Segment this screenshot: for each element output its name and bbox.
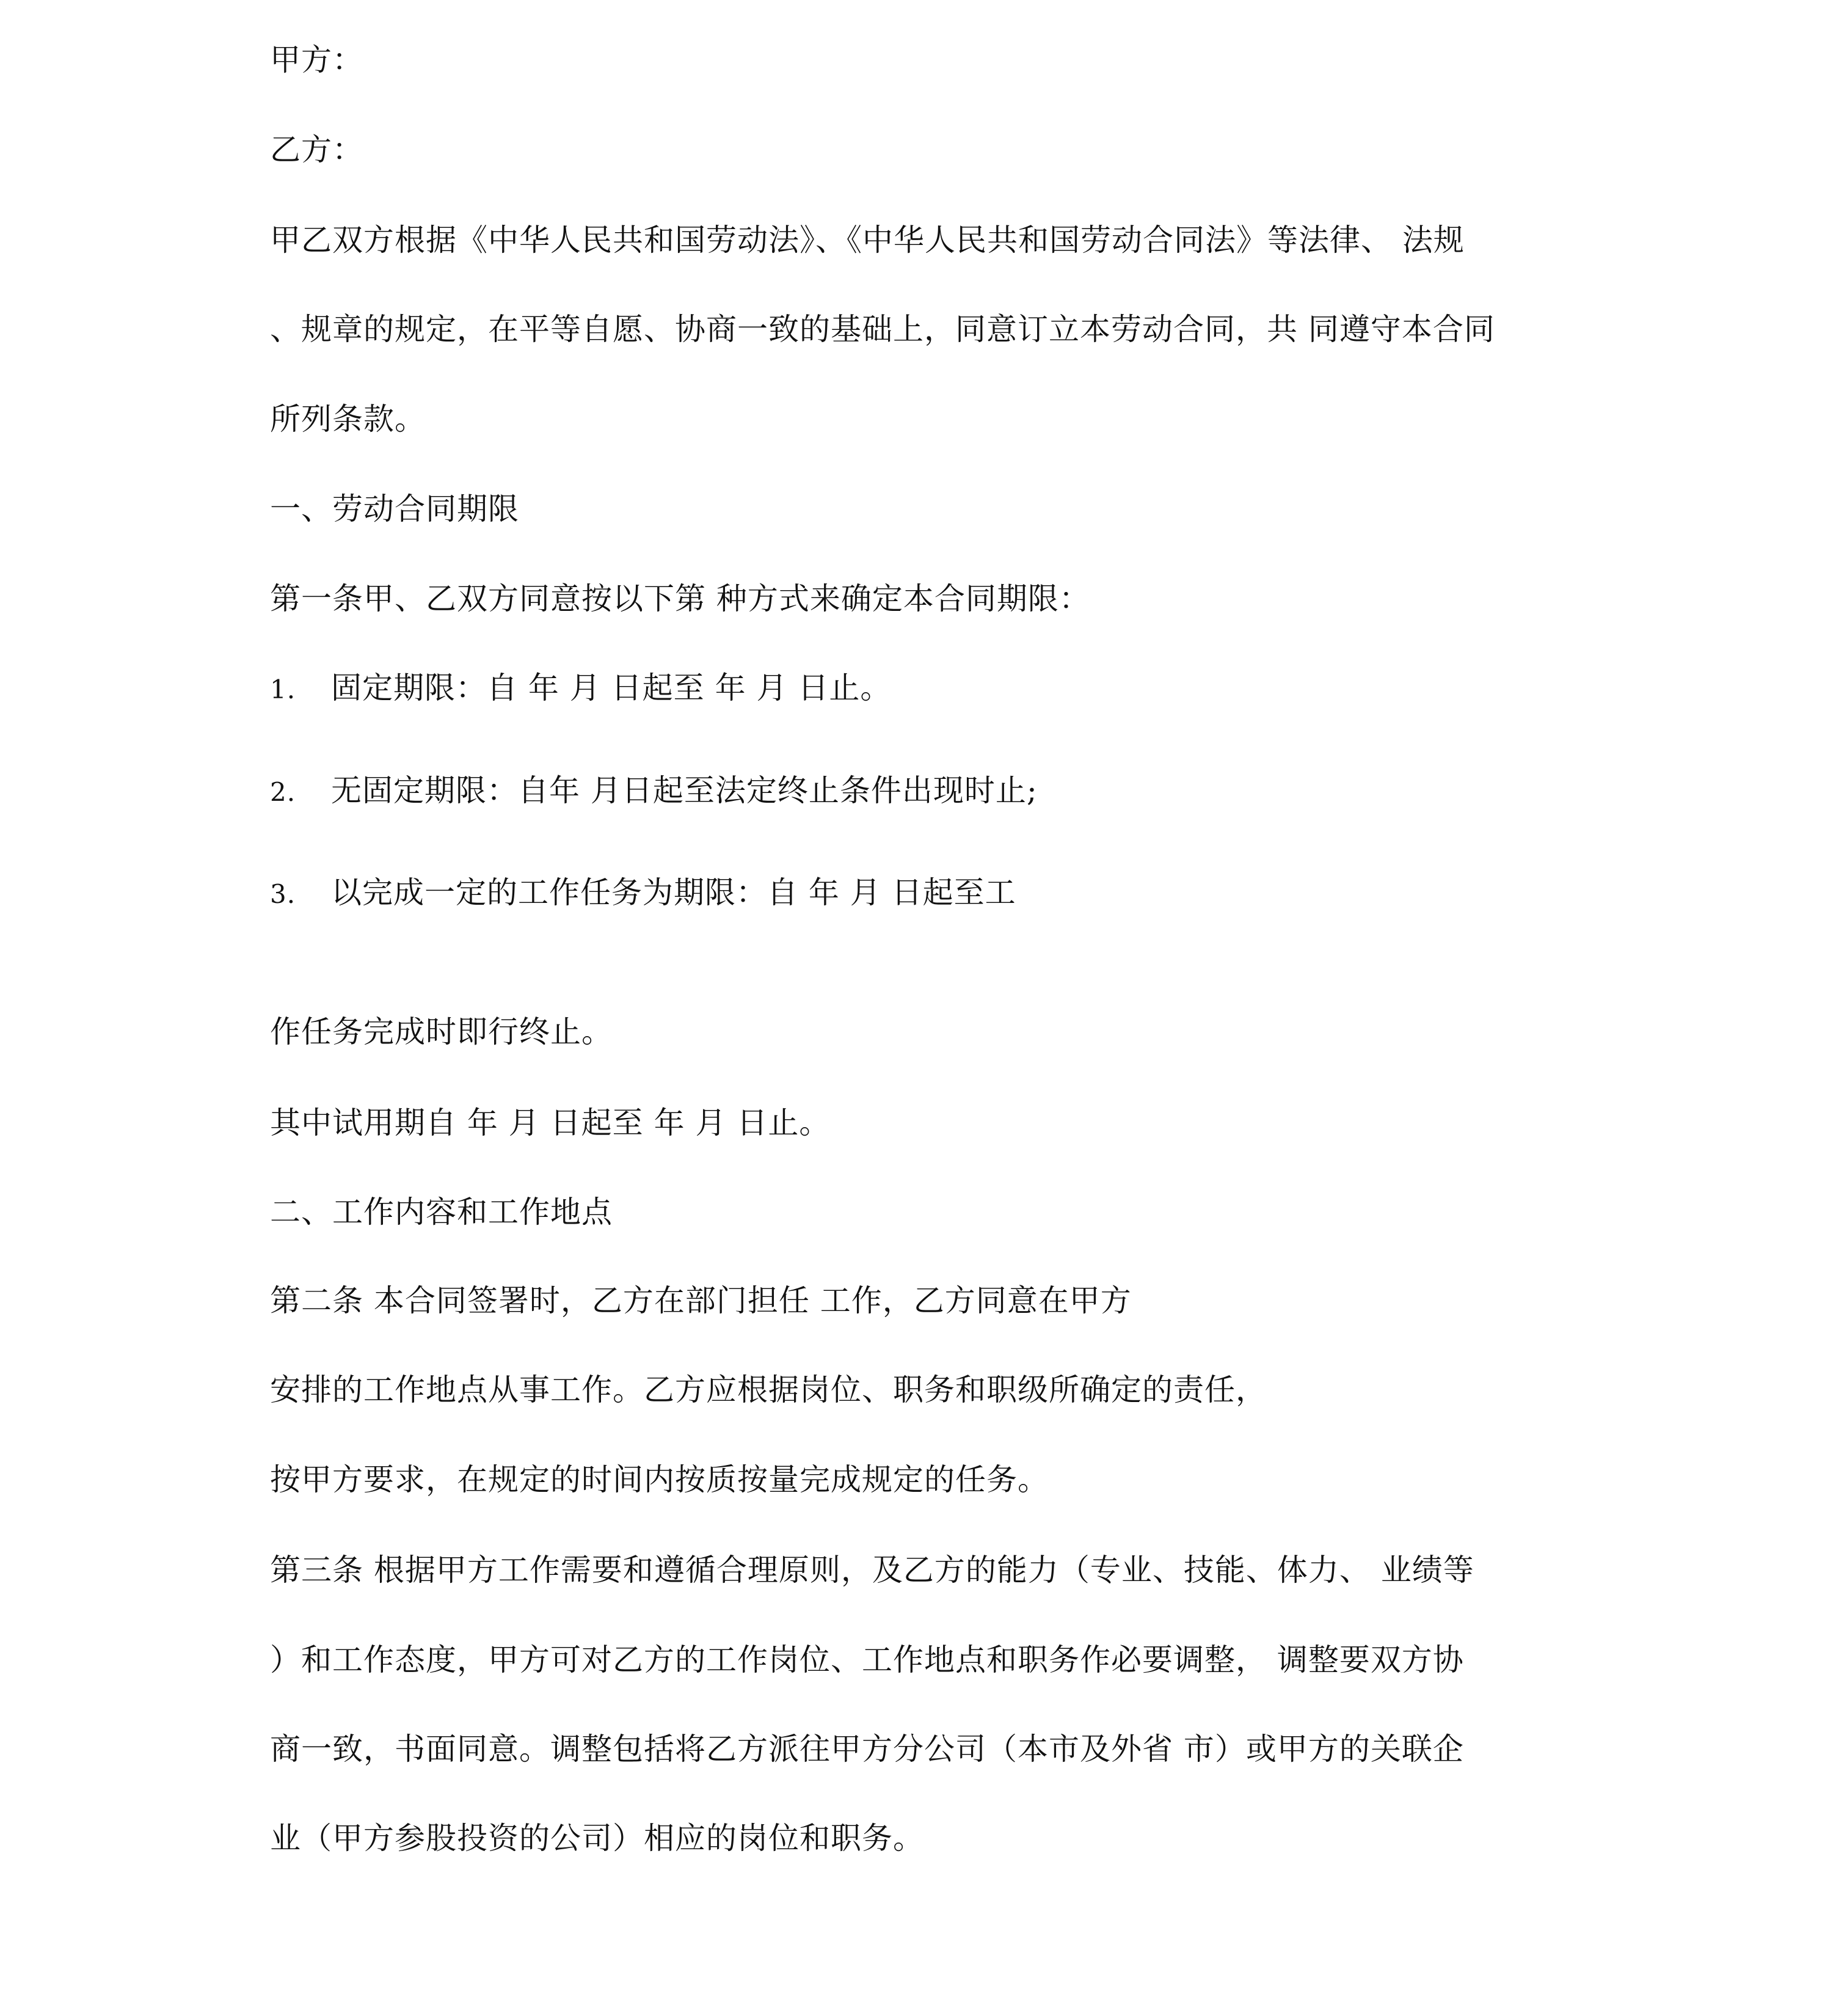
preamble-line-3: 所列条款。 — [270, 401, 426, 437]
list-item-3 — [270, 871, 1016, 916]
list-item-text: 无固定期限：自年 月日起至法定终止条件出现时止; — [331, 773, 1038, 808]
preamble-line-2: 、规章的规定，在平等自愿、协商一致的基础上，同意订立本劳动合同，共 同遵守本合同 — [270, 312, 1495, 347]
article-3-line-4: 业（甲方参股投资的公司）相应的岗位和职务。 — [270, 1821, 924, 1856]
article-3-line-3: 商一致，书面同意。调整包括将乙方派往甲方分公司（本市及外省 市）或甲方的关联企 — [270, 1731, 1464, 1767]
article-2-line-3: 按甲方要求，在规定的时间内按质按量完成规定的任务。 — [270, 1462, 1049, 1497]
article-2-line-1: 第二条 本合同签署时，乙方在部门担任 工作，乙方同意在甲方 — [270, 1283, 1132, 1318]
party-a-line: 甲方： — [270, 42, 363, 78]
list-item-number: 1. — [270, 674, 296, 704]
party-b-line: 乙方： — [270, 132, 363, 167]
article-2-line-2: 安排的工作地点从事工作。乙方应根据岗位、职务和职级所确定的责任， — [270, 1372, 1267, 1408]
list-item-text: 固定期限：自 年 月 日起至 年 月 日止。 — [331, 670, 892, 706]
list-item-number: 3. — [270, 879, 296, 909]
list-item-text: 以完成一定的工作任务为期限：自 年 月 日起至工 — [331, 875, 1016, 910]
article-1-line: 第一条甲、乙双方同意按以下第 种方式来确定本合同期限： — [270, 581, 1090, 616]
section-heading-1: 一、劳动合同期限 — [270, 491, 519, 527]
preamble-line-1: 甲乙双方根据《中华人民共和国劳动法》、《中华人民共和国劳动合同法》等法律、 法规 — [270, 222, 1465, 258]
list-item-3-continuation: 作任务完成时即行终止。 — [270, 1014, 613, 1050]
section-heading-2: 二、工作内容和工作地点 — [270, 1194, 613, 1230]
list-item-1 — [270, 666, 891, 712]
article-3-line-2: ）和工作态度，甲方可对乙方的工作岗位、工作地点和职务作必要调整， 调整要双方协 — [270, 1642, 1464, 1678]
list-item-2 — [270, 769, 1038, 814]
probation-line: 其中试用期自 年 月 日起至 年 月 日止。 — [270, 1105, 831, 1141]
article-3-line-1: 第三条 根据甲方工作需要和遵循合理原则，及乙方的能力（专业、技能、体力、 业绩等 — [270, 1552, 1474, 1588]
list-item-number: 2. — [270, 777, 296, 807]
